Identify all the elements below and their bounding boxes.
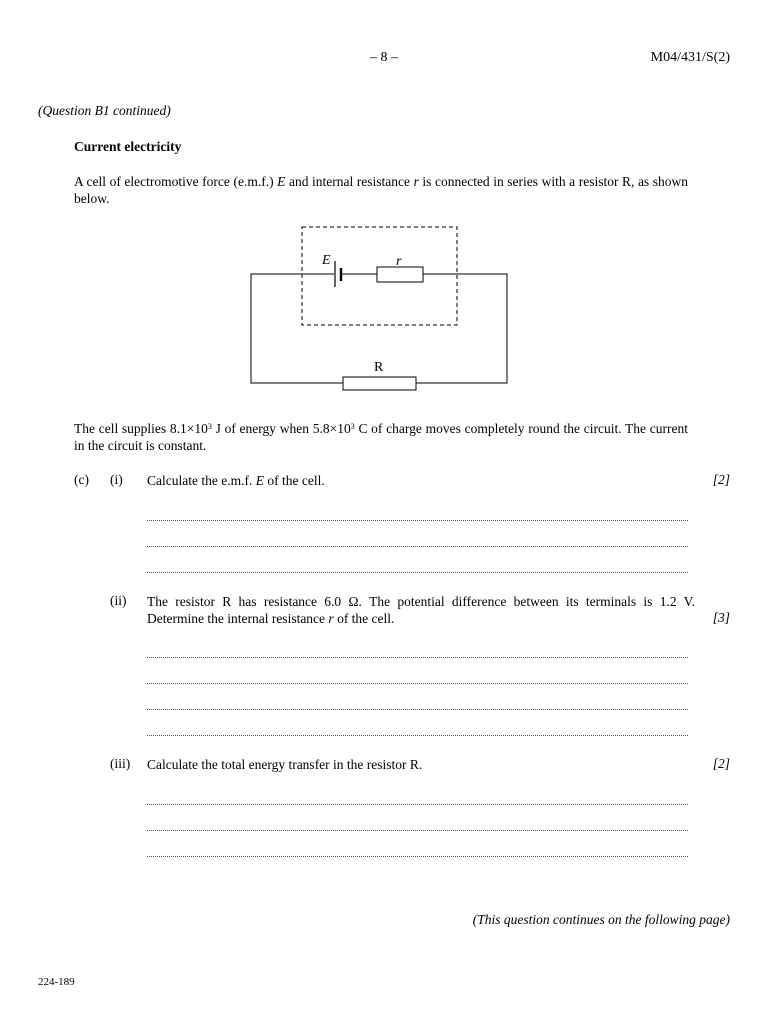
- question-i-text-post: of the cell.: [263, 473, 325, 488]
- answer-line[interactable]: [147, 846, 688, 857]
- answer-line[interactable]: [147, 699, 688, 710]
- external-resistor: [343, 377, 416, 390]
- question-i-number: (i): [110, 472, 123, 487]
- question-i-text: [147, 472, 688, 489]
- answer-line[interactable]: [147, 794, 688, 805]
- question-iii-text-pre: Calculate the total energy transfer in the resistor R.: [147, 757, 423, 772]
- answer-line[interactable]: [147, 725, 688, 736]
- circuit-label-E: E: [322, 253, 331, 268]
- question-ii-marks: [3]: [712, 610, 730, 625]
- right-wire: [416, 274, 507, 383]
- answer-line[interactable]: [147, 820, 688, 831]
- footer-code: 224-189: [38, 976, 75, 988]
- question-i-text-pre: Calculate the e.m.f.: [147, 473, 256, 488]
- answer-line[interactable]: [147, 673, 688, 684]
- question-ii-text-post: of the cell.: [333, 611, 395, 626]
- internal-resistor: [377, 267, 423, 282]
- question-ii-number: (ii): [110, 593, 127, 608]
- question-i-marks: [2]: [712, 472, 730, 487]
- question-ii-text-pre: The resistor R has resistance 6.0 Ω. The potential difference between its terminals is 1.2 V. Determine the internal resistance: [147, 594, 695, 626]
- circuit-label-R: R: [374, 360, 384, 375]
- supply-text-1: The cell supplies 8.1×10: [74, 421, 208, 436]
- question-iii-marks: [2]: [712, 756, 730, 771]
- left-wire: [251, 274, 343, 383]
- question-i-variable: E: [255, 473, 264, 488]
- supply-exponent-2: 3: [350, 422, 355, 431]
- answer-line[interactable]: [147, 647, 688, 658]
- continues-note: (This question continues on the following page): [472, 912, 730, 927]
- part-c-label: (c): [74, 472, 89, 487]
- internal-resistance-symbol: r: [413, 174, 419, 189]
- answer-line[interactable]: [147, 562, 688, 573]
- emf-symbol: E: [277, 174, 286, 189]
- intro-text-2: and internal resistance: [285, 174, 414, 189]
- intro-paragraph: [74, 173, 688, 207]
- paper-code: M04/431/S(2): [650, 50, 730, 65]
- supply-exponent-1: 3: [207, 422, 212, 431]
- answer-line[interactable]: [147, 536, 688, 547]
- circuit-diagram: [240, 220, 520, 400]
- supply-paragraph: [74, 420, 688, 454]
- question-iii-number: (iii): [110, 756, 131, 771]
- circuit-label-r: r: [396, 254, 402, 269]
- intro-text-3: is connected in series with a resistor R, as shown below.: [74, 174, 688, 206]
- section-heading: Current electricity: [74, 139, 182, 154]
- question-iii-text: [147, 756, 688, 773]
- intro-text-1: A cell of electromotive force (e.m.f.): [74, 174, 278, 189]
- question-ii-variable: r: [328, 611, 334, 626]
- supply-text-3: C of charge moves completely round the circuit. The current in the circuit is constant.: [74, 421, 688, 453]
- page-number: – 8 –: [370, 50, 398, 65]
- question-ii-text: [147, 593, 695, 627]
- continued-note: (Question B1 continued): [38, 103, 171, 118]
- answer-line[interactable]: [147, 510, 688, 521]
- supply-text-2: J of energy when 5.8×10: [211, 421, 351, 436]
